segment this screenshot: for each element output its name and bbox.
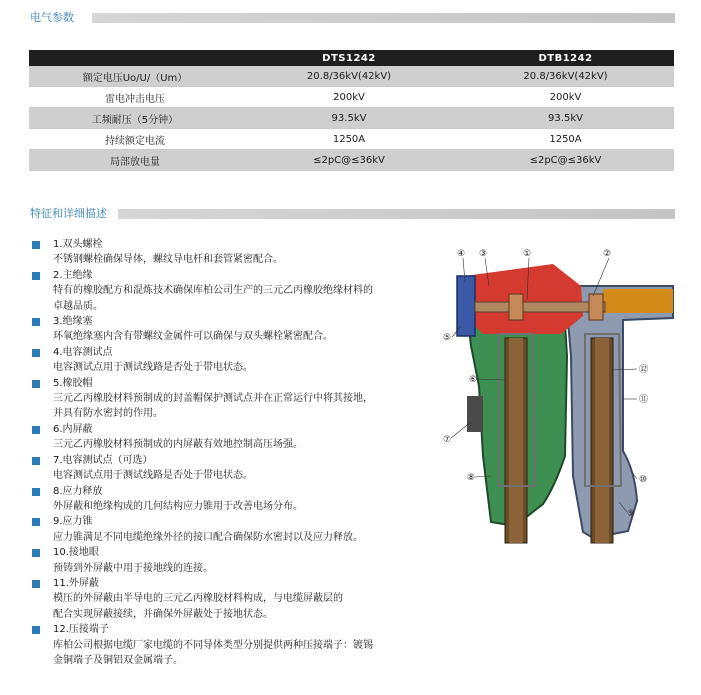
feature-heading — [32, 314, 432, 329]
feature-description: 模压的外屏蔽由半导电的三元乙丙橡胶材料构成，与电缆屏蔽层的 — [53, 593, 343, 605]
table-row — [29, 87, 674, 108]
feature-description: 三元乙丙橡胶材料预制成的封盖帽保护测试点并在正常运行中将其接地， — [53, 393, 373, 405]
diagram-label: ③ — [479, 249, 488, 259]
feature-heading — [32, 545, 432, 560]
feature-description: 环氧绝缘塞内含有带螺纹金属件可以确保与双头螺栓紧密配合。 — [53, 331, 333, 343]
feature-item — [32, 622, 432, 668]
table-cell: 20.8/36kV(42kV) — [457, 66, 674, 87]
diagram-label: ② — [603, 249, 612, 259]
diagram-label: ⑨ — [627, 509, 636, 519]
feature-item — [32, 237, 432, 268]
table-cell: 局部放电量 — [29, 150, 241, 171]
bullet-square-icon — [32, 457, 40, 465]
feature-item — [32, 376, 432, 422]
diagram-label: ⑤ — [443, 333, 452, 343]
feature-heading — [32, 422, 432, 437]
feature-item — [32, 345, 432, 376]
feature-item — [32, 545, 432, 576]
table-cell: 持续额定电流 — [29, 129, 241, 150]
feature-item — [32, 484, 432, 515]
bullet-square-icon — [32, 488, 40, 496]
table-row — [29, 108, 674, 129]
feature-heading — [32, 345, 432, 360]
feature-item — [32, 514, 432, 545]
feature-title: 4.电容测试点 — [53, 346, 113, 358]
feature-item — [32, 576, 432, 622]
feature-title: 9.应力锥 — [53, 516, 93, 528]
feature-description: 外屏蔽和绝缘构成的几何结构应力锥用于改善电场分布。 — [53, 500, 303, 512]
bullet-square-icon — [32, 349, 40, 357]
feature-description: 特有的橡胶配方和混炼技术确保库柏公司生产的三元乙丙橡胶绝缘材料的 — [53, 285, 373, 297]
feature-title: 11.外屏蔽 — [53, 577, 99, 589]
table-header-cell: DTB1242 — [457, 50, 674, 66]
feature-heading — [32, 622, 432, 637]
table-cell: ≤2pC@≤36kV — [457, 150, 674, 171]
feature-description: 三元乙丙橡胶材料预制成的内屏蔽有效地控制高压场强。 — [53, 439, 303, 451]
table-cell: 20.8/36kV(42kV) — [241, 66, 457, 87]
table-cell: 雷电冲击电压 — [29, 87, 241, 108]
feature-title: 12.压接端子 — [53, 624, 109, 636]
feature-description: 卓越品质。 — [53, 300, 103, 312]
feature-title: 3.绝缘塞 — [53, 316, 93, 328]
section-divider-bar — [118, 209, 675, 219]
diagram-label: ④ — [457, 249, 466, 259]
feature-title: 5.橡胶帽 — [53, 377, 93, 389]
table-cell: 1250A — [457, 129, 674, 150]
feature-item — [32, 453, 432, 484]
connector-cross-section-diagram — [443, 246, 688, 556]
table-row — [29, 66, 674, 87]
feature-title: 6.内屏蔽 — [53, 423, 93, 435]
table-row — [29, 150, 674, 171]
table-cell: ≤2pC@≤36kV — [241, 150, 457, 171]
table-cell: 200kV — [457, 87, 674, 108]
feature-title: 10.接地眼 — [53, 547, 99, 559]
feature-description: 应力锥满足不同电缆绝缘外径的接口配合确保防水密封以及应力释放。 — [53, 531, 363, 543]
bullet-square-icon — [32, 580, 40, 588]
features-section-title: 特征和详细描述 — [30, 207, 107, 220]
diagram-label: ⑦ — [443, 435, 452, 445]
bullet-square-icon — [32, 241, 40, 249]
feature-description: 不锈钢螺栓确保导体，螺纹导电杆和套管紧密配合。 — [53, 254, 283, 266]
bullet-square-icon — [32, 380, 40, 388]
features-section-header — [30, 207, 675, 221]
diagram-label: ① — [523, 249, 532, 259]
table-header-row — [29, 50, 674, 66]
feature-heading — [32, 484, 432, 499]
feature-heading — [32, 514, 432, 529]
bullet-square-icon — [32, 518, 40, 526]
feature-description: 电容测试点用于测试线路是否处于带电状态。 — [53, 470, 253, 482]
table-cell: 93.5kV — [457, 108, 674, 129]
electrical-section-header — [30, 11, 675, 25]
bullet-square-icon — [32, 626, 40, 634]
table-cell: 1250A — [241, 129, 457, 150]
table-header-cell: DTS1242 — [241, 50, 457, 66]
diagram-label: ⑧ — [467, 473, 476, 483]
feature-title: 1.双头螺栓 — [53, 239, 103, 250]
feature-heading — [32, 376, 432, 391]
feature-description: 金铜端子及铜铝双金属端子。 — [53, 654, 183, 666]
feature-description: 配合实现屏蔽接续，并确保外屏蔽处于接地状态。 — [53, 608, 273, 620]
feature-title: 8.应力释放 — [53, 485, 103, 497]
feature-heading — [32, 268, 432, 283]
feature-description: 并具有防水密封的作用。 — [53, 408, 163, 420]
feature-heading — [32, 576, 432, 591]
bullet-square-icon — [32, 272, 40, 280]
diagram-label: ⑪ — [639, 395, 649, 405]
feature-heading — [32, 453, 432, 468]
feature-title: 7.电容测试点（可选） — [53, 454, 153, 466]
bullet-square-icon — [32, 549, 40, 557]
feature-description: 库柏公司根据电缆厂家电缆的不同导体类型分别提供两种压接端子：镀锡 — [53, 639, 373, 651]
table-cell: 93.5kV — [241, 108, 457, 129]
feature-heading — [32, 237, 432, 252]
diagram-label: ⑩ — [639, 475, 648, 485]
diagram-label: ⑥ — [469, 375, 478, 385]
feature-item — [32, 268, 432, 314]
feature-list — [32, 237, 432, 668]
table-header-cell — [29, 50, 241, 66]
feature-title: 2.主绝缘 — [53, 269, 93, 281]
bullet-square-icon — [32, 426, 40, 434]
feature-description: 预铸到外屏蔽中用于接地线的连接。 — [53, 562, 213, 574]
table-cell: 200kV — [241, 87, 457, 108]
feature-description: 电容测试点用于测试线路是否处于带电状态。 — [53, 362, 253, 374]
table-row — [29, 129, 674, 150]
bullet-square-icon — [32, 318, 40, 326]
electrical-section-title: 电气参数 — [30, 11, 74, 24]
spec-table — [29, 50, 674, 171]
feature-item — [32, 314, 432, 345]
section-divider-bar — [92, 13, 675, 23]
table-cell: 工频耐压（5分钟） — [29, 108, 241, 129]
diagram-label: ⑫ — [639, 365, 649, 375]
feature-item — [32, 422, 432, 453]
table-cell: 额定电压Uo/U/（Um） — [29, 66, 241, 87]
